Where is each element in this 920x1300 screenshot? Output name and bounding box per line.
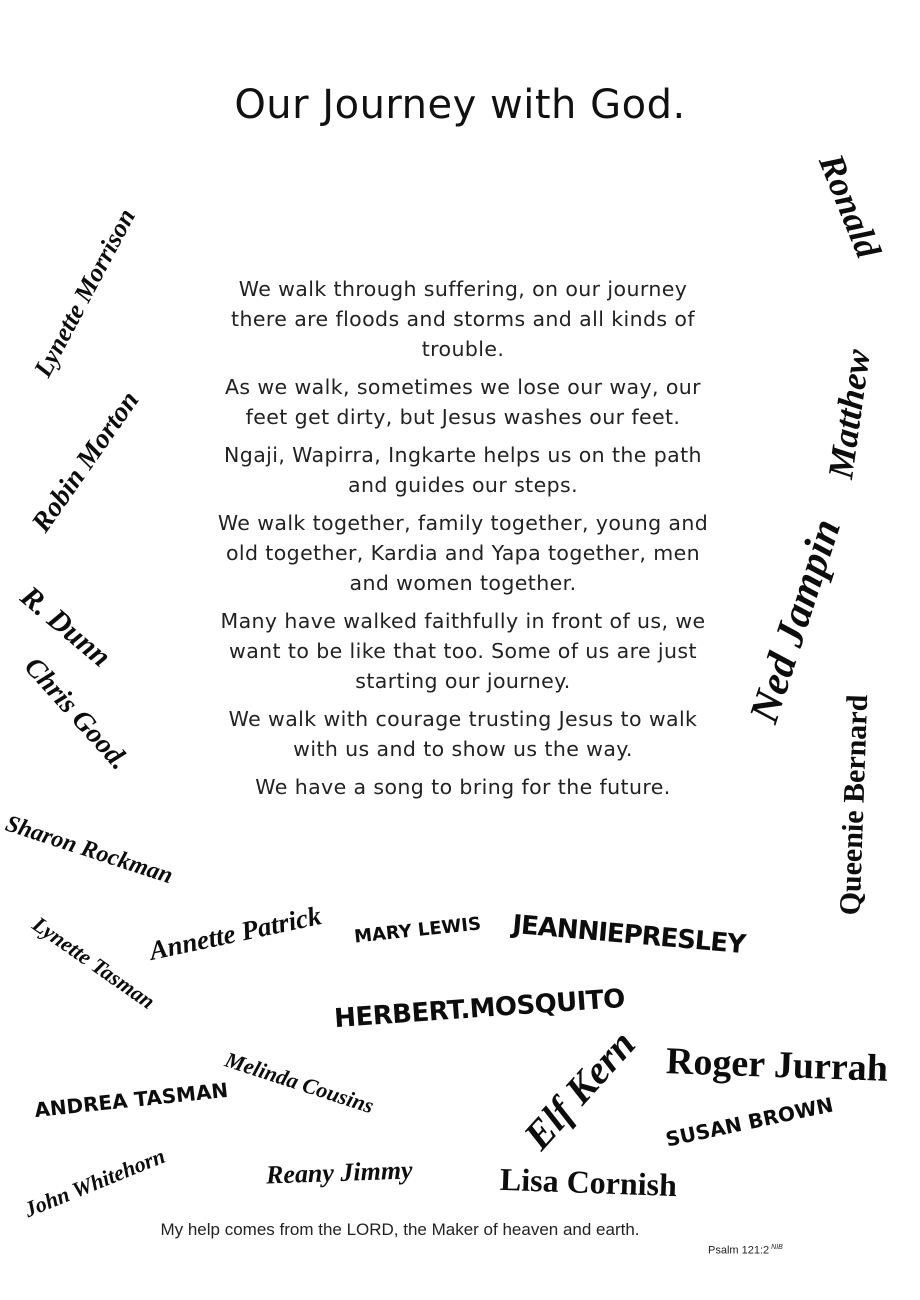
poem-verse: Many have walked faithfully in front of us, we want to be like that too. Some of us are just starting our journey. (220, 609, 706, 693)
scripture-reference-text: Psalm 121:2 (708, 1244, 770, 1257)
signature-chris-good: Chris Good. (18, 651, 135, 777)
signature-lynette-morrison: Lynette Morrison (28, 203, 142, 382)
signature-lisa-cornish: Lisa Cornish (499, 1160, 678, 1204)
signature-reany-jimmy: Reany Jimmy (265, 1155, 414, 1190)
signature-elf-kern: Elf Kern (514, 1021, 644, 1158)
bible-version: NIB (771, 1244, 783, 1251)
poem-verse: As we walk, sometimes we lose our way, our feet get dirty, but Jesus washes our feet. (224, 375, 702, 429)
poem-verse: We walk together, family together, young and old together, Kardia and Yapa together, men and women together. (217, 511, 709, 595)
signature-r-dunn: R. Dunn (14, 579, 118, 674)
poem-body (210, 274, 716, 810)
signature-jeannie-presley: JEANNIEPRESLEY (511, 909, 747, 961)
poem-verse: We walk with courage trusting Jesus to walk with us and to show us the way. (228, 707, 698, 761)
signature-annette-patrick: Annette Patrick (146, 900, 324, 966)
signature-john-whitehorn: John Whitehorn (20, 1142, 169, 1223)
poem-verse: We have a song to bring for the future. (255, 775, 671, 799)
signature-mathew: Matthew (820, 346, 878, 482)
signature-melinda-cousins: Melinda Cousins (222, 1046, 377, 1119)
signature-ned-jampin: Ned Jampin (741, 513, 851, 729)
signature-roger-jurrah: Roger Jurrah (665, 1040, 889, 1090)
signature-mary-lewis: MARY LEWIS (353, 913, 483, 948)
signature-robin-morton: Robin Morton (25, 385, 146, 538)
signature-susan-brown: SUSAN BROWN (663, 1092, 836, 1152)
scripture-reference (708, 1244, 783, 1257)
signature-herbert-mosquito: HERBERT.MOSQUITO (333, 983, 626, 1035)
page-title: Our Journey with God. (234, 82, 686, 128)
signature-andrea-tasman: ANDREA TASMAN (33, 1077, 230, 1123)
poem-verse: We walk through suffering, on our journey there are floods and storms and all kinds of trouble. (231, 277, 695, 361)
signature-queenie-bernard: Queenie Bernard (833, 694, 875, 916)
poem-verse: Ngaji, Wapirra, Ingkarte helps us on the path and guides our steps. (224, 443, 702, 497)
signature-lynette-tasman: Lynette Tasman (28, 911, 160, 1014)
signature-sharon-rockman: Sharon Rockman (2, 810, 176, 890)
signature-ronald: Ronald (811, 148, 889, 264)
footer-verse: My help comes from the LORD, the Maker of heaven and earth. (160, 1220, 640, 1239)
